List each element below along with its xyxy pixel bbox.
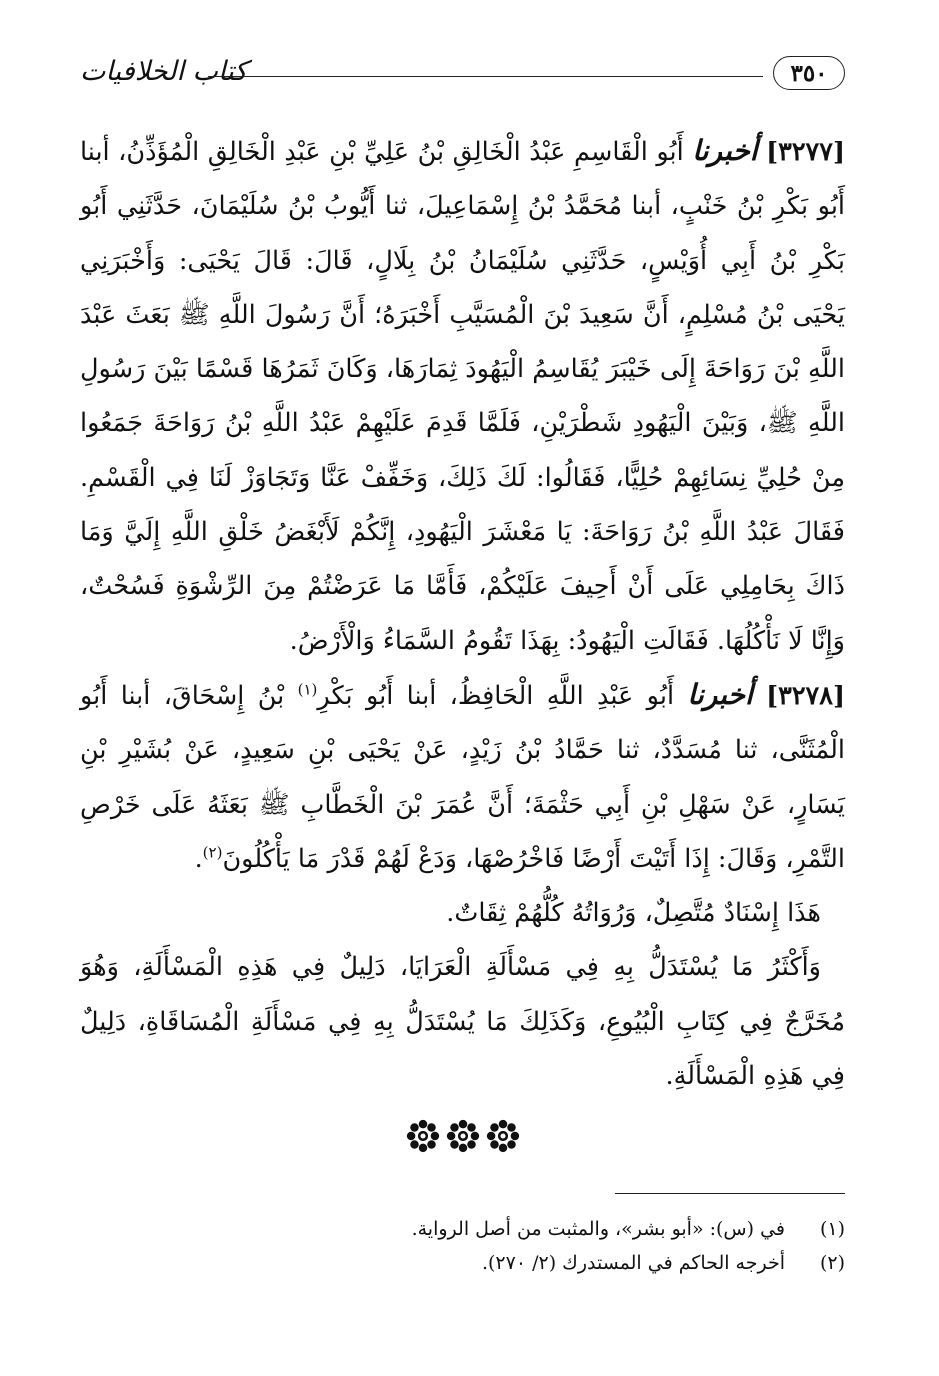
footnotes: [80, 1212, 845, 1280]
book-page: [80, 50, 845, 1280]
footnote-2: [80, 1246, 845, 1280]
page-header: [80, 50, 845, 102]
header-rule: [208, 76, 763, 77]
footnote-ref-1[interactable]: (١): [297, 680, 318, 699]
isnad-comment: هَذَا إِسْنَادٌ مُتَّصِلٌ، وَرُوَاتُهُ كُلُّهُمْ ثِقَاتٌ.: [446, 898, 821, 929]
hadith-3278: [80, 668, 845, 886]
hadith-number: [٣٢٧٨]: [766, 680, 846, 711]
page-number: ٣٥٠: [773, 56, 845, 90]
footnote-text: أخرجه الحاكم في المستدرك (٢/ ٢٧٠).: [481, 1252, 785, 1275]
footnote-ref-2[interactable]: (٢): [202, 843, 223, 862]
hadith-text-part-a: أَبُو عَبْدِ اللَّهِ الْحَافِظُ، أبنا أَبُو بَكْرِ: [317, 680, 675, 711]
main-text: [80, 124, 845, 1103]
flower-ornament-icon: [406, 1119, 440, 1153]
hadith-text: أَبُو الْقَاسِمِ عَبْدُ الْخَالِقِ بْنُ عَلِيِّ بْنِ عَبْدِ الْخَالِقِ الْمُؤَذِّنُ، أبنا أَبُو بَكْرِ بْنُ خَنْبٍ، أبنا مُحَمَّدُ بْنُ إِسْمَاعِيلَ، ثنا أَيُّوبُ بْنُ سُلَيْمَانَ، حَدَّثَنِي أَبُو بَكْرِ بْنُ أَبِي أُوَيْسٍ، حَدَّثَنِي سُلَيْمَانُ بْنُ بِلَالٍ، قَالَ: قَالَ يَحْيَى: وَأَخْبَرَنِي يَحْيَى بْنُ مُسْلِمٍ، أَنَّ سَعِيدَ بْنَ الْمُسَيَّبِ أَخْبَرَهُ؛ أَنَّ رَسُولَ اللَّهِ ﷺ بَعَثَ عَبْدَ اللَّهِ بْنَ رَوَاحَةَ إِلَى خَيْبَرَ يُقَاسِمُ الْيَهُودَ ثِمَارَهَا، وَكَانَ ثَمَرُهَا قَسْمًا بَيْنَ رَسُولِ اللَّهِ ﷺ، وَبَيْنَ الْيَهُودِ شَطْرَيْنِ، فَلَمَّا قَدِمَ عَلَيْهِمْ عَبْدُ اللَّهِ بْنُ رَوَاحَةَ جَمَعُوا مِنْ حُلِيِّ نِسَائِهِمْ حُلِيًّا، فَقَالُوا: لَكَ ذَلِكَ، وَخَفِّفْ عَنَّا وَتَجَاوَزْ لَنَا فِي الْقَسْمِ. فَقَالَ عَبْدُ اللَّهِ بْنُ رَوَاحَةَ: يَا مَعْشَرَ الْيَهُودِ، إِنَّكُمْ لَأَبْغَضُ خَلْقِ اللَّهِ إِلَيَّ وَمَا ذَاكَ بِحَامِلِي عَلَى أَنْ أَحِيفَ عَلَيْكُمْ، فَأَمَّا مَا عَرَضْتُمْ مِنَ الرِّشْوَةِ فَسُحْتٌ، وَإِنَّا لَا نَأْكُلُهَا. فَقَالَتِ الْيَهُودُ: بِهَذَا تَقُومُ السَّمَاءُ وَالْأَرْضُ.: [80, 137, 845, 656]
footnote-1: [80, 1212, 845, 1246]
footnote-text: في (س): «أبو بشر»، والمثبت من أصل الرواية.: [411, 1218, 785, 1241]
akhbarana-label: أخبرنا: [692, 134, 758, 167]
footnote-number: (٢): [819, 1252, 845, 1275]
footnote-number: (١): [819, 1218, 845, 1241]
footnote-separator: [615, 1193, 845, 1194]
hadith-3277: [80, 124, 845, 668]
hadith-number: [٣٢٧٧]: [766, 137, 846, 167]
hadith-text-part-c: .: [194, 843, 203, 874]
hadith-text-part-b: بْنُ إِسْحَاقَ، أبنا أَبُو الْمُثَنَّى، ثنا مُسَدَّدٌ، ثنا حَمَّادُ بْنُ زَيْدٍ، عَنْ يَحْيَى بْنِ سَعِيدٍ، عَنْ بُشَيْرِ بْنِ يَسَارٍ، عَنْ سَهْلِ بْنِ أَبِي حَثْمَةَ؛ أَنَّ عُمَرَ بْنَ الْخَطَّابِ ﷺ بَعَثَهُ عَلَى خَرْصِ التَّمْرِ، وَقَالَ: إِذَا أَتَيْتَ أَرْضًا فَاخْرُصْهَا، وَدَعْ لَهُمْ قَدْرَ مَا يَأْكُلُونَ: [80, 680, 845, 874]
akhbarana-label: أخبرنا: [687, 677, 753, 711]
running-title: كتاب الخلافيات: [80, 56, 248, 87]
section-ornament: [80, 1119, 845, 1169]
flower-ornament-icon: [486, 1119, 520, 1153]
flower-ornament-icon: [446, 1119, 480, 1153]
commentary-paragraph: وَأَكْثَرُ مَا يُسْتَدَلُّ بِهِ فِي مَسْأَلَةِ الْعَرَايَا، دَلِيلٌ فِي هَذِهِ الْمَسْأَلَةِ، وَهُوَ مُخَرَّجٌ فِي كِتَابِ الْبُيُوعِ، وَكَذَلِكَ مَا يُسْتَدَلُّ بِهِ فِي مَسْأَلَةِ الْمُسَاقَاةِ، دَلِيلٌ فِي هَذِهِ الْمَسْأَلَةِ.: [80, 952, 845, 1092]
